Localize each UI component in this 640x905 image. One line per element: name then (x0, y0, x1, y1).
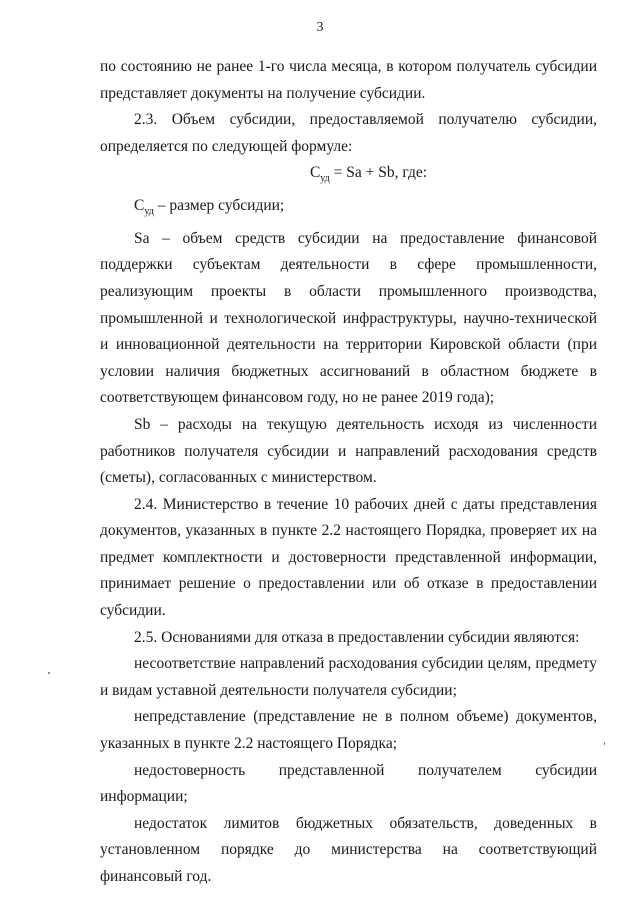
scan-speck (48, 672, 50, 674)
definition-sa: Sa – объем средств субсидии на предоставление финансовой поддержки субъектам деятельности в сфере промышленности, реализующим проекты в области промышленного производства, промышленной и технологической инфраструктуры, научно-технической и инновационной деятельности на территории Кировской области (при условии наличия бюджетных ассигнований в областном бюджете в соответствующем финансовом году, но не ранее 2019 года); (100, 229, 597, 407)
definition-sb: Sb – расходы на текущую деятельность исходя из численности работников получателя субсидии и направлений расходования средств (сметы), согласованных с министерством. (100, 415, 597, 487)
definition-csub (100, 193, 597, 226)
paragraph-2-4: 2.4. Министерство в течение 10 рабочих дней с даты представления документов, указанных в пункте 2.2 настоящего Порядка, проверяет их на предмет комплектности и достоверности представленной информации, принимает решение о предоставлении или об отказе в предоставлении субсидии. (100, 495, 597, 620)
formula-subscript: уд (320, 173, 330, 185)
definition-csub-subscript: уд (144, 206, 154, 218)
refusal-reason-4: недостаток лимитов бюджетных обязательств, доведенных в установленном порядке до министерства на соответствующий финансовый год. (100, 814, 597, 885)
paragraph-continuation: по состоянию не ранее 1-го числа месяца, в котором получатель субсидии представляет документы на получение субсидии. (100, 58, 597, 102)
page-number: 3 (316, 20, 324, 35)
paragraph-2-3: 2.3. Объем субсидии, предоставляемой получателю субсидии, определяется по следующей формуле: (100, 111, 597, 155)
formula (100, 160, 597, 193)
definition-csub-text: – размер субсидии; (153, 197, 285, 215)
document-body (100, 54, 597, 891)
formula-rhs: = Sa + Sb, где: (329, 164, 428, 182)
paragraph-2-5: 2.5. Основаниями для отказа в предоставлении субсидии являются: (134, 628, 580, 646)
scan-speck (604, 742, 605, 745)
refusal-reason-3: недостоверность представленной получателем субсидии информации; (100, 761, 597, 806)
refusal-reason-1: несоответствие направлений расходования субсидии целям, предмету и видам уставной деятельности получателя субсидии; (100, 655, 597, 699)
definition-csub-label: С (134, 197, 145, 215)
refusal-reason-2: непредставление (представление не в полном объеме) документов, указанных в пункте 2.2 настоящего Порядка; (100, 708, 597, 753)
formula-lhs: С (309, 164, 321, 182)
